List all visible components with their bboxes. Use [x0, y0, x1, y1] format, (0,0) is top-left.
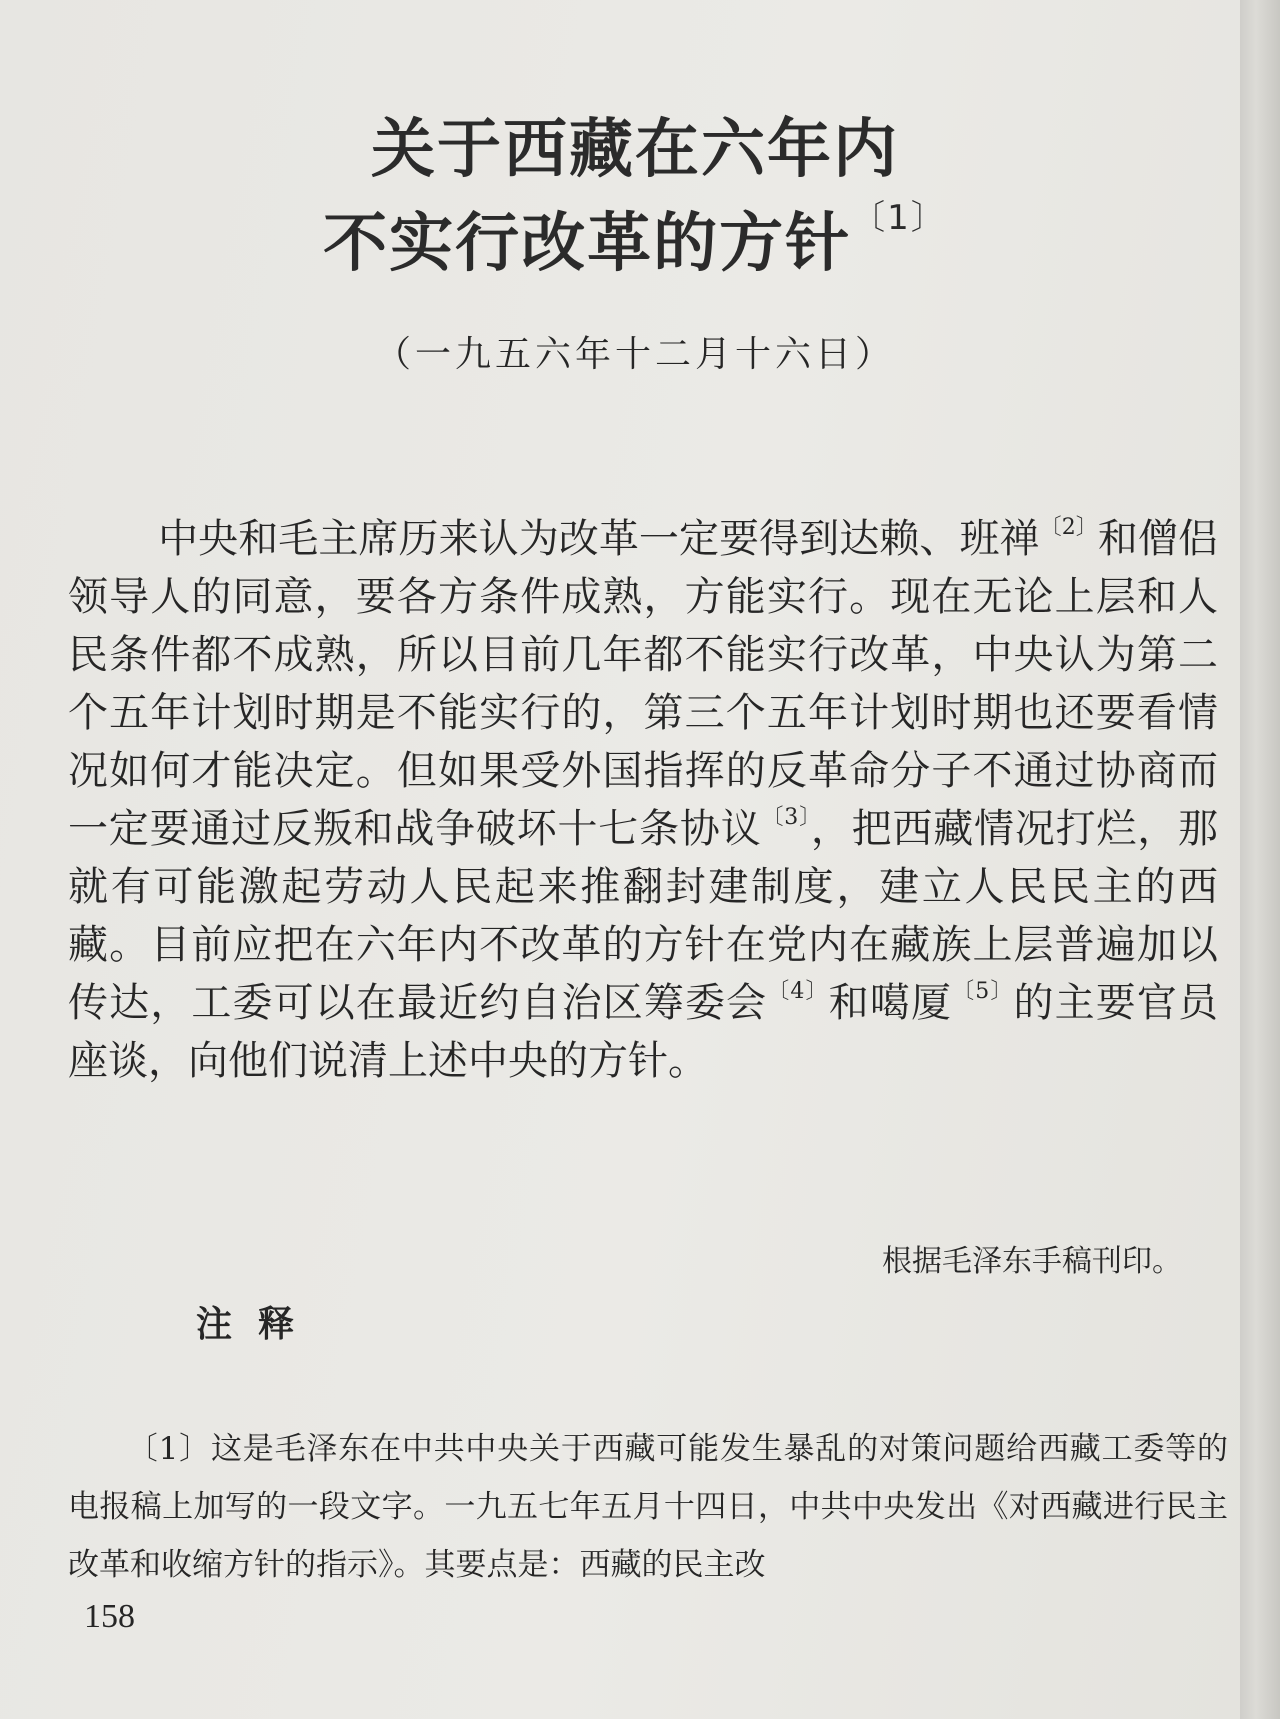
body-text-2: 和僧侣领导人的同意，要各方条件成熟，方能实行。现在无论上层和人民条件都不成熟，所以目前几年都不能实行改革，中央认为第二个五年计划时期是不能实行的，第三个五年计划时期也还要看情况如何才能决定。但如果受外国指挥的反革命分子不通过协商而一定要通过反叛和战争破坏十七条协议	[68, 516, 1219, 852]
page-number: 158	[84, 1598, 135, 1635]
body-text-1: 中央和毛主席历来认为改革一定要得到达赖、班禅	[158, 516, 1040, 562]
notes-heading: 注释	[196, 1304, 321, 1345]
title-line-1-text: 关于西藏在六年内	[371, 113, 899, 187]
note-1-text: 这是毛泽东在中共中央关于西藏可能发生暴乱的对策问题给西藏工委等的电报稿上加写的一段文字。一九五七年五月十四日，中共中央发出《对西藏进行民主改革和收缩方针的指示》。其要点是：西藏的民主改	[68, 1431, 1229, 1583]
source-attribution: 根据毛泽东手稿刊印。	[882, 1244, 1182, 1279]
title-line-2-text: 不实行改革的方针	[323, 207, 852, 281]
body-text-3: ，把西藏情况打烂，那就有可能激起劳动人民起来推翻封建制度，建立人民民主的西藏。目前应把在六年内不改革的方针在党内在藏族上层普遍加以传达，工委可以在最近约自治区筹委会	[68, 806, 1219, 1026]
footnote-ref-5[interactable]: 〔5〕	[952, 979, 1014, 1004]
body-text-5: 的主要官员座谈，向他们说清上述中央的方针。	[68, 980, 1219, 1084]
main-paragraph	[68, 510, 1218, 1090]
footnote-ref-2[interactable]: 〔2〕	[1039, 515, 1098, 540]
footnote-ref-3[interactable]: 〔3〕	[761, 805, 811, 830]
title-line-2	[0, 192, 1270, 284]
title-footnote-ref[interactable]: 〔1〕	[851, 198, 947, 238]
body-text-4: 和噶厦	[828, 980, 953, 1026]
note-1	[68, 1420, 1228, 1594]
title-line-1	[0, 98, 1270, 190]
date-line: （一九五六年十二月十六日）	[374, 334, 895, 375]
note-1-marker: 〔1〕	[126, 1431, 211, 1467]
next-page-edge	[1240, 0, 1280, 1719]
footnote-ref-4[interactable]: 〔4〕	[767, 979, 829, 1004]
